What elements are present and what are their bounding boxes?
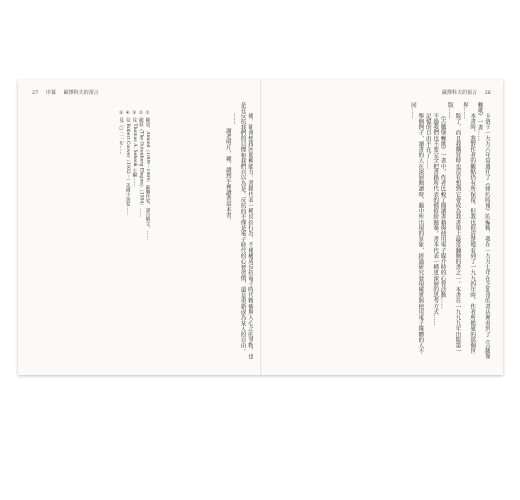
paragraph: 本書時，我對作者的觀點仍有所保留，但我也很清楚地看到了一九九四年時，作者所擔憂的那個世界……	[461, 102, 476, 354]
right-page-body	[270, 102, 490, 364]
footnote: ④ 見 Robert Coover（1932－）美國小說家……	[125, 111, 131, 216]
left-page-number: 27	[32, 90, 39, 96]
left-page-body	[158, 102, 253, 364]
paragraph: 後，卻會想找回那種能力。書籍代表一種反抗行為，不僅構成反抗電子時代精確與人心之的爭物，也是在反抗我們的目標和我們自以為是。反抗的不僅是電子時代的心智習慣，還是重新成為某人的自由。	[239, 102, 253, 360]
paragraph: 舉個例子，讀書的人在深層閱讀時，腦中所出現的景象，經過研究發現確實與使用電子媒體的人不同……	[409, 102, 424, 354]
paragraph: 不過我們也不要完全把書籍所代表的價值給拋棄。書本代表一種更深層的思考方式……	[432, 113, 439, 326]
footnote: ⑤ 見二○二一年……	[118, 111, 124, 155]
paragraph: 《古騰堡輓歌》一書中，作者比較了閱讀書籍與使用電子媒介時的心智活動……	[439, 113, 446, 310]
paragraph: 版了，而且我購買時也沒有想到它會成為我書架上最常翻閱的書之一。本書在一九九九年出版第一版……	[446, 102, 461, 354]
paragraph: ……	[232, 113, 239, 125]
paragraph: 卡洛于一九九八年當選任了《紐約時報》的編輯，我在一九九七年在芝加哥的書店裡看到了《古騰堡輓歌》一書……	[476, 102, 490, 360]
footnote: ③ 見 Thomas A. Sebeok 主編……	[131, 111, 137, 187]
book-gutter	[260, 80, 262, 375]
footnote: ① 歐思，Ahmed（1909－1984）蘇聯作家，譯自俄文。……	[145, 111, 150, 241]
left-page-section: 序幕	[45, 90, 56, 96]
closing-line: 謝老明片，種，讀到手裡讀著這本書。	[224, 128, 231, 224]
right-page-title: 歐擇科夫的預言	[442, 90, 478, 96]
left-page-header	[32, 89, 105, 96]
left-page-notes	[32, 102, 150, 364]
paragraph: 記憶的自由不在了……	[424, 113, 431, 170]
footnote: ② 歐茲《The Gutenberg Elegies》（1994）……	[138, 111, 144, 218]
left-page-subtitle: 歐擇科夫的預言	[63, 90, 99, 96]
right-page-number: 26	[484, 90, 491, 96]
right-page-header	[436, 89, 491, 96]
book-spread	[18, 80, 503, 375]
